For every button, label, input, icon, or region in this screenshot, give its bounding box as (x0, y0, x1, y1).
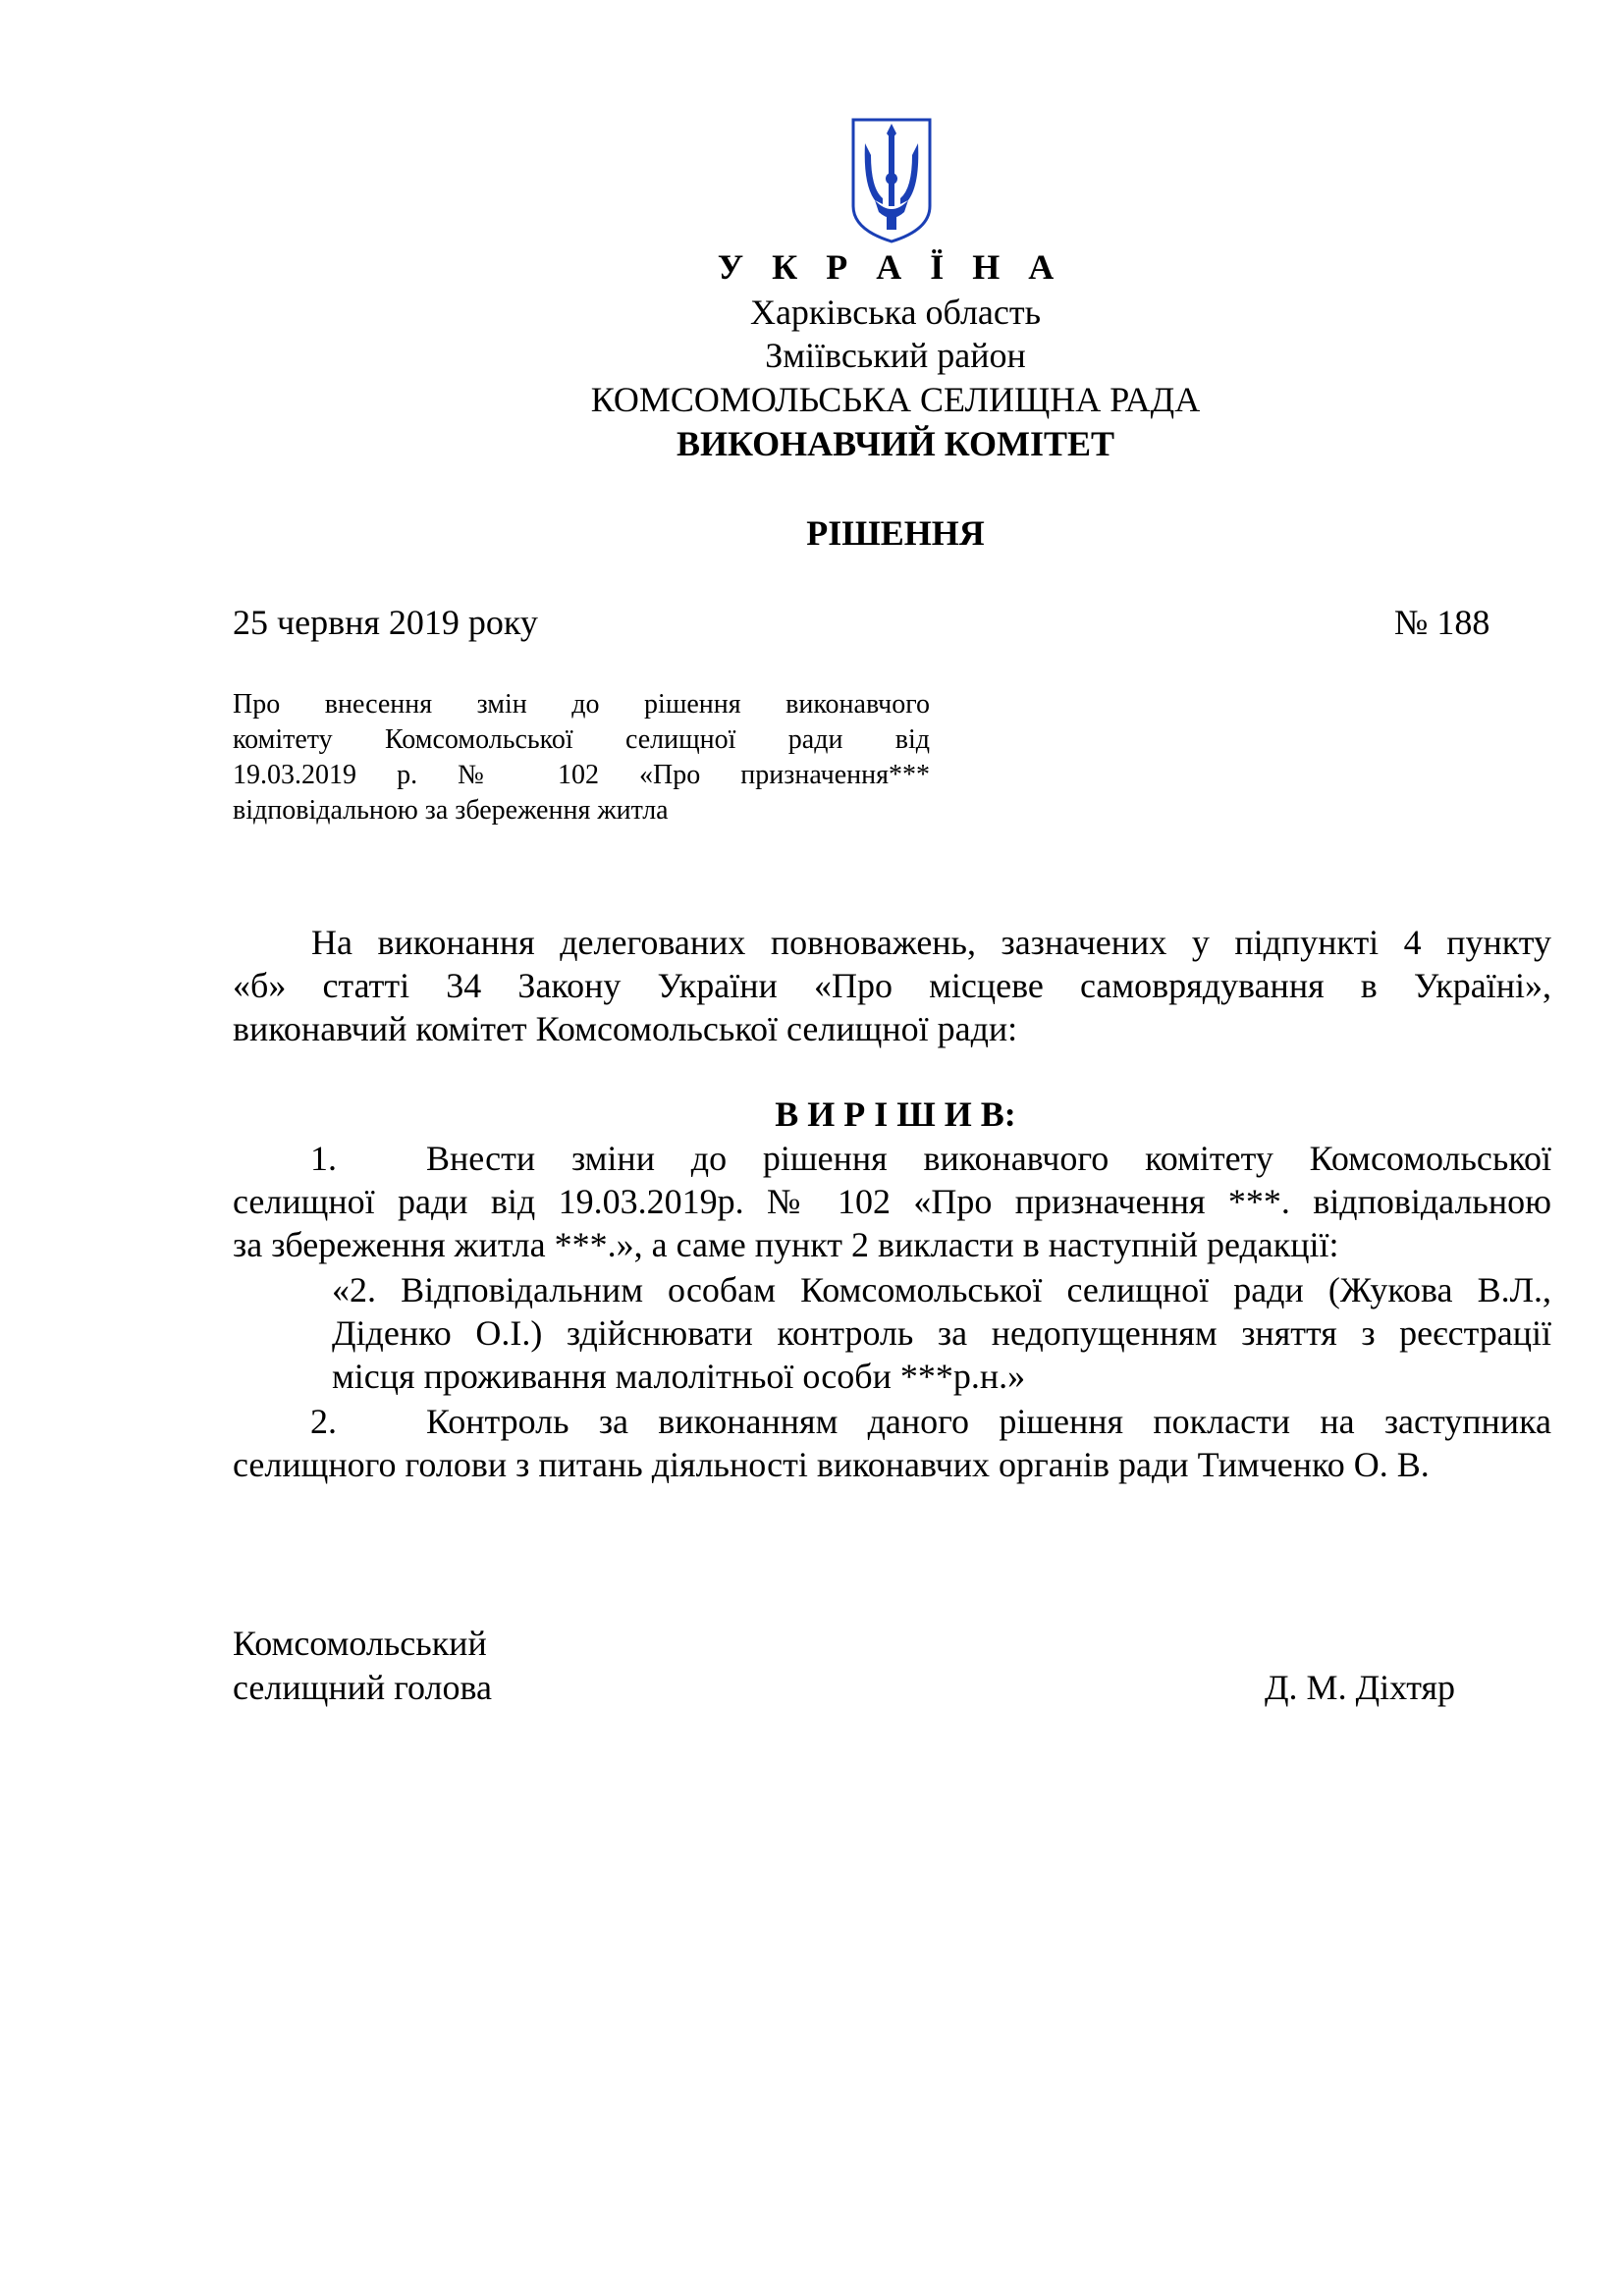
signatory-name: Д. М. Діхтяр (1265, 1668, 1456, 1707)
subject-line: відповідальною за збереження житла (233, 795, 669, 826)
country-title: У К Р А Ї Н А (717, 247, 1064, 287)
council-title: КОМСОМОЛЬСЬКА СЕЛИЩНА РАДА (590, 380, 1201, 419)
decision-number: № 188 (1394, 603, 1490, 642)
preamble-line: «б» статті 34 Закону України «Про місцеве самоврядування в Україні», (233, 966, 1551, 1005)
subject-line: Про внесення змін до рішення виконавчого (233, 689, 930, 720)
subject-line: 19.03.2019 р. № 102 «Про призначення*** (233, 760, 930, 790)
quote-line: Діденко О.І.) здійснювати контроль за недопущенням зняття з реєстрації (332, 1313, 1551, 1353)
decided-heading: В И Р І Ш И В: (775, 1095, 1016, 1134)
subject-line: комітету Комсомольської селищної ради від (233, 724, 930, 755)
ukraine-trident-emblem-icon (849, 116, 934, 245)
preamble (233, 921, 1551, 1050)
preamble-line: На виконання делегованих повноважень, зазначених у підпункті 4 пункту (311, 923, 1551, 962)
decision-subject (233, 687, 930, 828)
item-2-body (233, 1443, 1551, 1486)
item-1-number: 1. (310, 1139, 337, 1178)
item-2-line: Контроль за виконанням даного рішення покласти на заступника (426, 1402, 1551, 1441)
doc-type-title: РІШЕННЯ (806, 513, 985, 553)
item-2-line: селищного голови з питань діяльності виконавчих органів ради Тимченко О. В. (233, 1445, 1430, 1484)
quote-line: «2. Відповідальним особам Комсомольської селищної ради (Жукова В.Л., (332, 1270, 1551, 1309)
item-1-first (426, 1137, 1551, 1180)
region-title: Харківська область (749, 293, 1042, 332)
item-2-first (426, 1400, 1551, 1443)
committee-title: ВИКОНАВЧИЙ КОМІТЕТ (676, 424, 1115, 463)
item-1-body (233, 1180, 1551, 1266)
quote-line: місця проживання малолітньої особи ***р.н.» (332, 1357, 1026, 1396)
item-1-line: селищної ради від 19.03.2019р. № 102 «Про призначення ***. відповідальною (233, 1182, 1551, 1221)
item-1-line: Внести зміни до рішення виконавчого комітету Комсомольської (426, 1139, 1551, 1178)
item-1-line: за збереження житла ***.», а саме пункт 2 викласти в наступній редакції: (233, 1225, 1339, 1264)
decision-date: 25 червня 2019 року (233, 603, 538, 642)
district-title: Зміївський район (765, 336, 1026, 375)
item-2-number: 2. (310, 1402, 337, 1441)
preamble-line: виконавчий комітет Комсомольської селищної ради: (233, 1009, 1018, 1048)
signatory-title-line1: Комсомольський (233, 1624, 487, 1663)
item-1-quote (332, 1268, 1551, 1398)
signatory-title-line2: селищний голова (233, 1668, 493, 1707)
